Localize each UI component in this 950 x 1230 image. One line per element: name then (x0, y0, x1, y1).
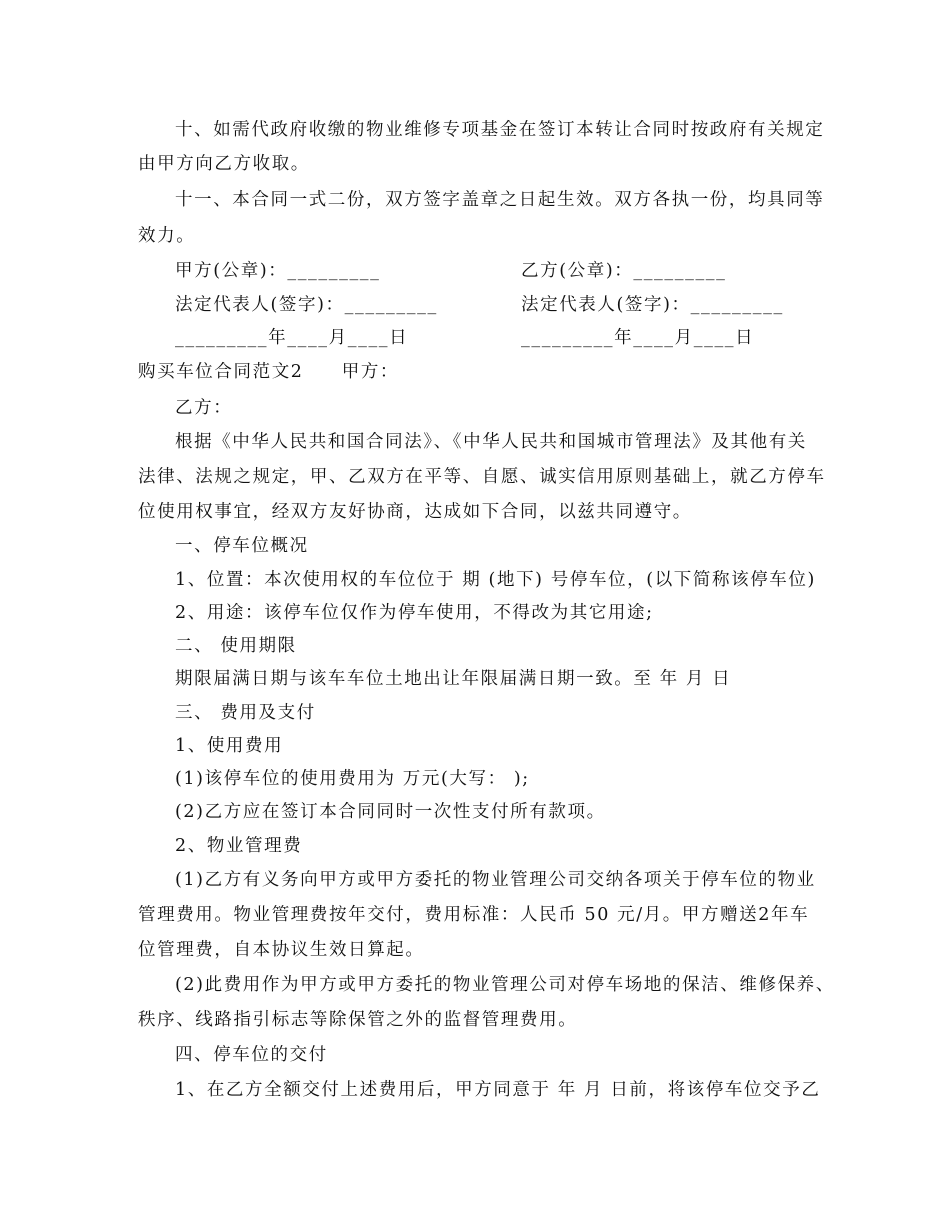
section-heading: 四、停车位的交付 (175, 1045, 328, 1065)
body-line: 法律、法规之规定，甲、乙双方在平等、自愿、诚实信用原则基础上，就乙方停车 (138, 467, 826, 487)
contract-2-party-b: 乙方： (175, 398, 233, 418)
body-line: 根据《中华人民共和国合同法》、《中华人民共和国城市管理法》及其他有关 (175, 432, 807, 452)
body-line: 1、在乙方全额交付上述费用后，甲方同意于 年 月 日前，将该停车位交予乙 (175, 1080, 821, 1100)
body-line: 位管理费，自本协议生效日算起。 (138, 940, 425, 960)
party-a-representative: 法定代表人(签字)：_________ (175, 295, 438, 315)
body-line: (2)此费用作为甲方或甲方委托的物业管理公司对停车场地的保洁、维修保养、 (175, 975, 835, 995)
body-line: 管理费用。物业管理费按年交付，费用标准：人民币 50 元/月。甲方赠送2年车 (138, 905, 810, 925)
clause-10-line-2: 由甲方向乙方收取。 (138, 154, 310, 174)
body-line: (2)乙方应在签订本合同同时一次性支付所有款项。 (175, 802, 606, 822)
body-line: 位使用权事宜，经双方友好协商，达成如下合同，以兹共同遵守。 (138, 502, 692, 522)
body-line: (1)乙方有义务向甲方或甲方委托的物业管理公司交纳各项关于停车位的物业 (175, 870, 816, 890)
clause-10-line-1: 十、如需代政府收缴的物业维修专项基金在签订本转让合同时按政府有关规定 (175, 120, 825, 140)
party-a-date: _________年____月____日 (175, 328, 409, 348)
clause-11-line-2: 效力。 (138, 226, 196, 246)
contract-2-title: 购买车位合同范文2 甲方： (138, 362, 400, 382)
body-line: 秩序、线路指引标志等除保管之外的监督管理费用。 (138, 1010, 578, 1030)
party-b-seal: 乙方(公章)：_________ (521, 261, 727, 281)
section-heading: 三、 费用及支付 (175, 703, 316, 723)
body-line: (1)该停车位的使用费用为 万元(大写： ); (175, 769, 530, 789)
body-line: 期限届满日期与该车车位土地出让年限届满日期一致。至 年 月 日 (175, 669, 732, 689)
body-line: 1、位置：本次使用权的车位位于 期 (地下) 号停车位，(以下简称该停车位) (175, 570, 816, 590)
party-a-seal: 甲方(公章)：_________ (175, 261, 381, 281)
body-line: 2、用途：该停车位仅作为停车使用，不得改为其它用途; (175, 603, 654, 623)
section-heading: 二、 使用期限 (175, 636, 297, 656)
body-line: 2、物业管理费 (175, 836, 303, 856)
body-line: 1、使用费用 (175, 736, 284, 756)
party-b-date: _________年____月____日 (521, 328, 755, 348)
clause-11-line-1: 十一、本合同一式二份，双方签字盖章之日起生效。双方各执一份，均具同等 (175, 190, 825, 210)
section-heading: 一、停车位概况 (175, 536, 309, 556)
party-b-representative: 法定代表人(签字)：_________ (521, 295, 784, 315)
